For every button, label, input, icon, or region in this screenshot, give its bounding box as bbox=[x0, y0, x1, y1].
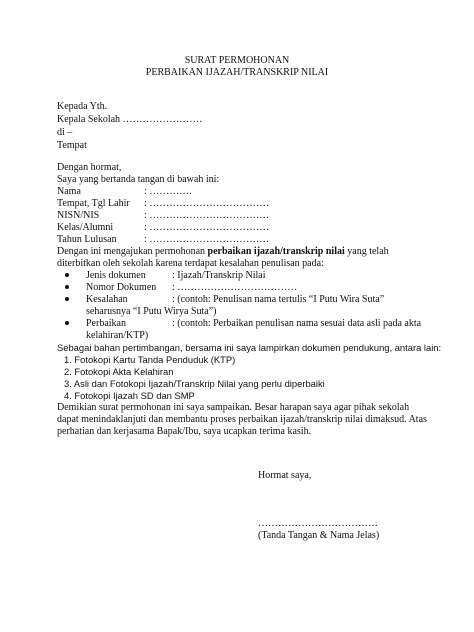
signature-name: (Tanda Tangan & Nama Jelas) bbox=[258, 530, 380, 541]
identity-label-kelas: Kelas/Alumni bbox=[57, 222, 114, 233]
identity-label-ttl: Tempat, Tgl Lahir bbox=[57, 198, 130, 209]
bullet-icon bbox=[65, 285, 69, 289]
attachment-item: 1. Fotokopi Kartu Tanda Penduduk (KTP) bbox=[64, 354, 236, 365]
attachment-item: 2. Fotokopi Akta Kelahiran bbox=[64, 366, 174, 377]
intro-text: Saya yang bertanda tangan di bawah ini: bbox=[57, 174, 220, 185]
detail-value-kesalahan: : (contoh: Penulisan nama tertulis “I Putu Wira Suta” bbox=[172, 294, 385, 305]
identity-value-kelas: : ……………………………… bbox=[144, 222, 270, 233]
letter-subtitle: PERBAIKAN IJAZAH/TRANSKRIP NILAI bbox=[145, 67, 329, 78]
attachment-item: 4. Fotokopi Ijazah SD dan SMP bbox=[64, 390, 195, 401]
request-line-2: diterbitkan oleh sekolah karena terdapat kesalahan penulisan pada: bbox=[57, 258, 324, 269]
bullet-icon bbox=[65, 297, 69, 301]
identity-label-nisn: NISN/NIS bbox=[57, 210, 100, 221]
identity-label-tahun: Tahun Lulusan bbox=[57, 234, 117, 245]
identity-value-nisn: : ……………………………… bbox=[144, 210, 270, 221]
identity-label-nama: Nama bbox=[57, 186, 81, 197]
signature-regards: Hormat saya, bbox=[258, 470, 312, 481]
letter-title: SURAT PERMOHONAN bbox=[184, 55, 290, 66]
address-place: Tempat bbox=[57, 140, 87, 151]
bullet-icon bbox=[65, 321, 69, 325]
detail-cont-perbaikan: kelahiran/KTP) bbox=[86, 330, 149, 341]
detail-value-nomor: : ……………………………… bbox=[172, 282, 298, 293]
closing-line-3: perhatian dan kerjasama Bapak/Ibu, saya ucapkan terima kasih. bbox=[57, 426, 312, 437]
detail-label-perbaikan: Perbaikan bbox=[86, 318, 126, 329]
identity-value-tahun: : ……………………………… bbox=[144, 234, 270, 245]
request-line-1 bbox=[57, 246, 389, 258]
detail-value-jenis: : Ijazah/Transkrip Nilai bbox=[172, 270, 266, 281]
greeting: Dengan hormat, bbox=[57, 162, 122, 173]
address-principal: Kepala Sekolah …………………… bbox=[57, 114, 203, 125]
bullet-icon bbox=[65, 273, 69, 277]
identity-value-nama: : …………. bbox=[144, 186, 192, 197]
detail-label-nomor: Nomor Dokumen bbox=[86, 282, 157, 293]
detail-cont-kesalahan: seharusnya “I Putu Wirya Suta”) bbox=[86, 306, 217, 317]
closing-line-2: dapat menindaklanjuti dan membantu proses perbaikan ijazah/transkrip nilai dimaksud. Atas bbox=[57, 414, 427, 425]
detail-value-perbaikan: : (contoh: Perbaikan penulisan nama sesuai data asli pada akta bbox=[172, 318, 422, 329]
request-pre: Dengan ini mengajukan permohonan bbox=[57, 246, 208, 257]
signature-line: ……………………………… bbox=[258, 518, 378, 529]
attachment-item: 3. Asli dan Fotokopi Ijazah/Transkrip Nilai yang perlu diperbaiki bbox=[64, 378, 325, 389]
attachments-intro: Sebagai bahan pertimbangan, bersama ini saya lampirkan dokumen pendukung, antara lain: bbox=[57, 342, 442, 353]
request-bold: perbaikan ijazah/transkrip nilai bbox=[207, 246, 345, 257]
detail-label-jenis: Jenis dokumen bbox=[86, 270, 146, 281]
address-recipient: Kepada Yth. bbox=[57, 101, 108, 112]
closing-line-1: Demikian surat permohonan ini saya sampaikan. Besar harapan saya agar pihak sekolah bbox=[57, 402, 410, 413]
request-post: yang telah bbox=[344, 246, 389, 257]
address-di: di – bbox=[57, 127, 73, 138]
identity-value-ttl: : ……………………………… bbox=[144, 198, 270, 209]
detail-label-kesalahan: Kesalahan bbox=[86, 294, 128, 305]
